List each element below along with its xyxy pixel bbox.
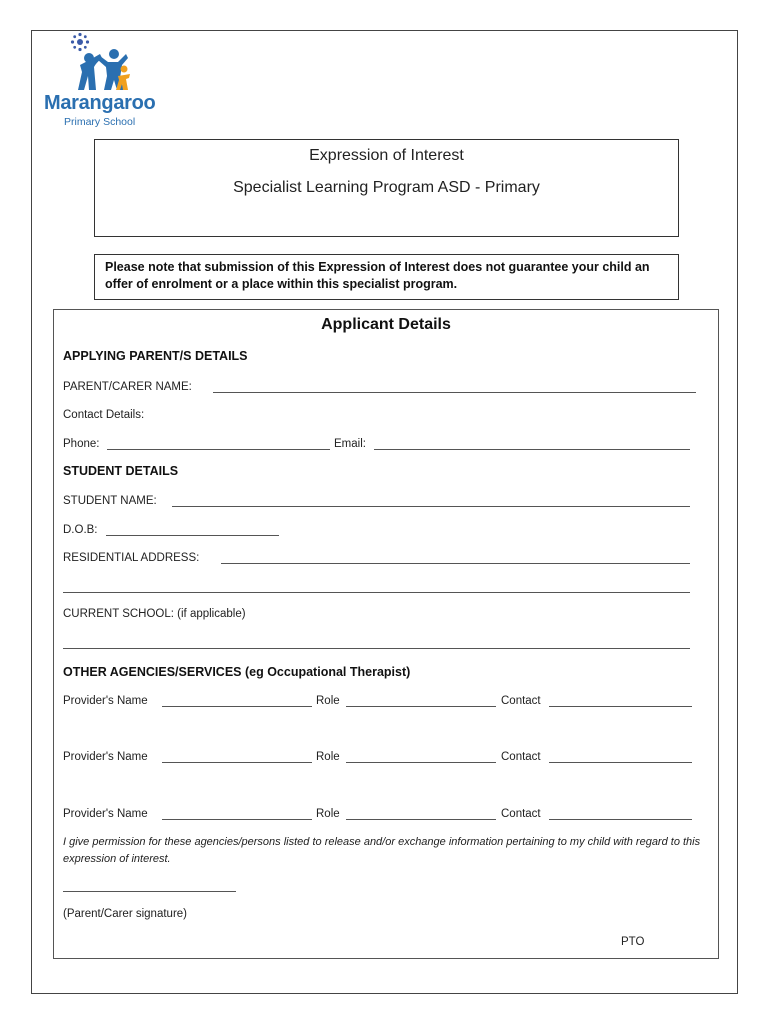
signature-field[interactable] xyxy=(63,891,236,892)
phone-label: Phone: xyxy=(63,438,100,450)
program-title: Specialist Learning Program ASD - Primary xyxy=(233,179,540,196)
provider-name-field[interactable] xyxy=(162,706,312,707)
dob-field[interactable] xyxy=(106,535,279,536)
current-school-field[interactable] xyxy=(63,648,690,649)
form-heading: Applicant Details xyxy=(321,316,451,333)
parent-name-label: PARENT/CARER NAME: xyxy=(63,381,192,393)
school-logo xyxy=(44,32,164,130)
provider-name-label: Provider's Name xyxy=(63,695,148,707)
title-box xyxy=(94,139,679,237)
provider-name-label: Provider's Name xyxy=(63,808,148,820)
star-icon xyxy=(71,33,89,51)
provider-role-label: Role xyxy=(316,695,340,707)
provider-name-field[interactable] xyxy=(162,762,312,763)
provider-contact-label: Contact xyxy=(501,695,541,707)
provider-role-field[interactable] xyxy=(346,706,496,707)
applicant-details-form xyxy=(53,309,719,959)
parent-name-field[interactable] xyxy=(213,392,696,393)
email-field[interactable] xyxy=(374,449,690,450)
email-label: Email: xyxy=(334,438,366,450)
student-name-field[interactable] xyxy=(172,506,690,507)
agencies-section-heading: OTHER AGENCIES/SERVICES (eg Occupational Therapist) xyxy=(63,665,411,679)
address-field-line1[interactable] xyxy=(221,563,690,564)
provider-role-label: Role xyxy=(316,751,340,763)
provider-contact-field[interactable] xyxy=(549,706,692,707)
student-name-label: STUDENT NAME: xyxy=(63,495,157,507)
signature-label: (Parent/Carer signature) xyxy=(63,908,187,920)
provider-name-label: Provider's Name xyxy=(63,751,148,763)
provider-contact-label: Contact xyxy=(501,751,541,763)
school-name: Marangaroo xyxy=(44,92,156,114)
contact-details-label: Contact Details: xyxy=(63,409,145,421)
pto-label: PTO xyxy=(621,936,645,948)
parent-section-heading: APPLYING PARENT/S DETAILS xyxy=(63,349,248,363)
student-section-heading: STUDENT DETAILS xyxy=(63,464,179,478)
provider-contact-label: Contact xyxy=(501,808,541,820)
permission-statement: I give permission for these agencies/persons listed to release and/or exchange information pertaining to my child with regard to this expression of interest. xyxy=(63,836,701,865)
current-school-label: CURRENT SCHOOL: (if applicable) xyxy=(63,608,246,620)
provider-contact-field[interactable] xyxy=(549,819,692,820)
school-logo-graphic xyxy=(44,32,164,94)
provider-role-field[interactable] xyxy=(346,762,496,763)
school-subtitle: Primary School xyxy=(64,116,136,128)
dob-label: D.O.B: xyxy=(63,524,98,536)
address-field-line2[interactable] xyxy=(63,592,690,593)
address-label: RESIDENTIAL ADDRESS: xyxy=(63,552,200,564)
provider-name-field[interactable] xyxy=(162,819,312,820)
provider-role-label: Role xyxy=(316,808,340,820)
provider-role-field[interactable] xyxy=(346,819,496,820)
document-title: Expression of Interest xyxy=(309,147,464,164)
enrolment-note: Please note that submission of this Expression of Interest does not guarantee your child an offer of enrolment or a place within this specialist program. xyxy=(94,254,679,300)
provider-contact-field[interactable] xyxy=(549,762,692,763)
family-figures-icon xyxy=(78,49,130,90)
phone-field[interactable] xyxy=(107,449,330,450)
